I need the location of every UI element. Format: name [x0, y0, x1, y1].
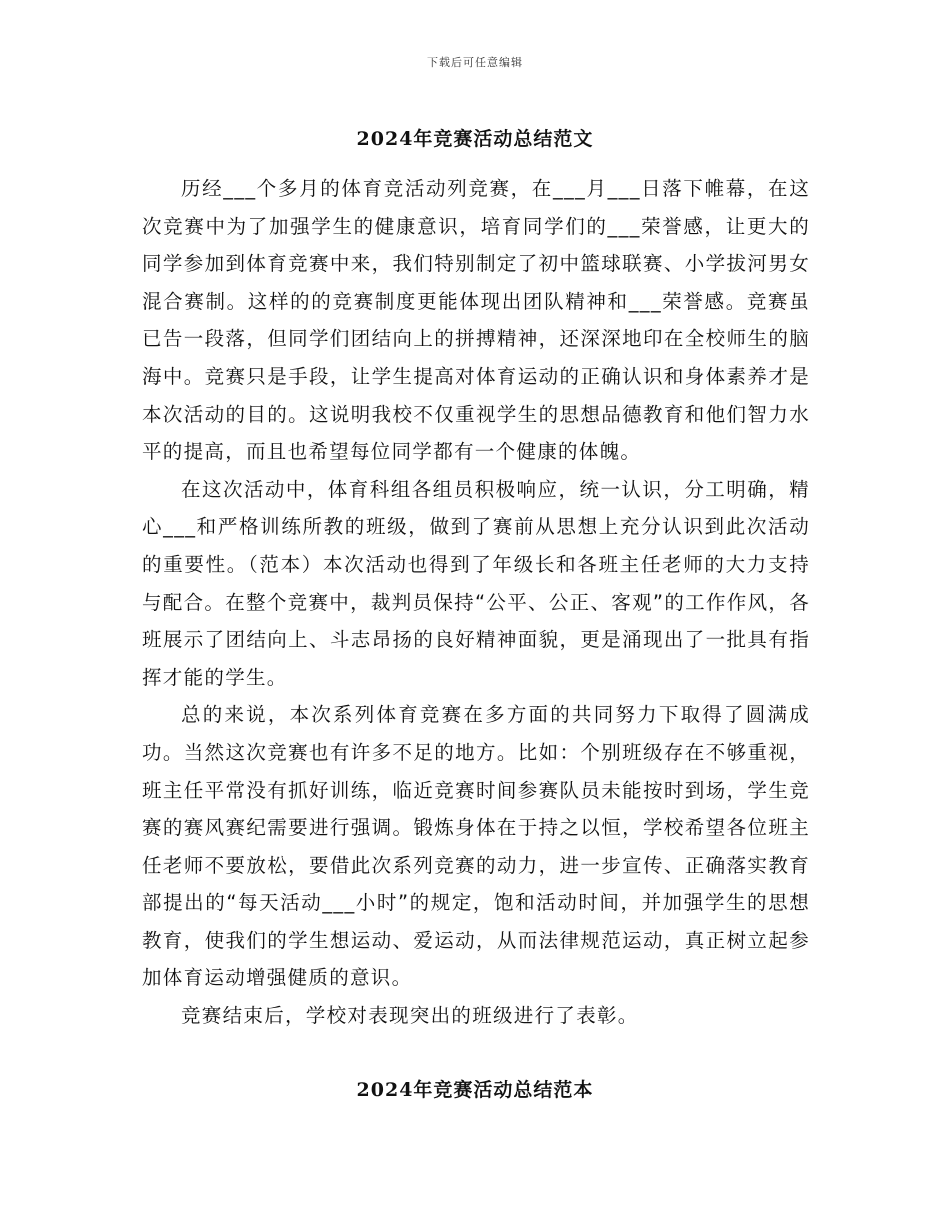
- second-title: 2024年竞赛活动总结范本: [356, 1079, 594, 1101]
- paragraph-2: 在这次活动中，体育科组各组员积极响应，统一认识，分工明确，精心___和严格训练所教的班级，做到了赛前从思想上充分认识到此次活动的重要性。（范本）本次活动也得到了年级长和各班主任老师的大力支持与配合。在整个竞赛中，裁判员保持“公平、公正、客观”的工作作风，各班展示了团结向上、斗志昂扬的良好精神面貌，更是涌现出了一批具有指挥才能的学生。: [142, 477, 810, 689]
- paragraph-3: 总的来说，本次系列体育竞赛在多方面的共同努力下取得了圆满成功。当然这次竞赛也有许多不足的地方。比如：个别班级存在不够重视，班主任平常没有抓好训练，临近竞赛时间参赛队员未能按时到场，学生竞赛的赛风赛纪需要进行强调。锻炼身体在于持之以恒，学校希望各位班主任老师不要放松，要借此次系列竞赛的动力，进一步宣传、正确落实教育部提出的“每天活动___小时”的规定，饱和活动时间，并加强学生的思想教育，使我们的学生想运动、爱运动，从而法律规范运动，真正树立起参加体育运动增强健质的意识。: [142, 703, 810, 990]
- document-title: 2024年竞赛活动总结范文: [356, 128, 594, 150]
- paragraph-4: 竞赛结束后，学校对表现突出的班级进行了表彰。: [181, 1004, 639, 1028]
- document-body: [142, 170, 810, 1035]
- header-note: 下载后可任意编辑: [427, 56, 523, 69]
- paragraph-1: 历经___个多月的体育竞活动列竞赛，在___月___日落下帷幕，在这次竞赛中为了加强学生的健康意识，培育同学们的___荣誉感，让更大的同学参加到体育竞赛中来，我们特别制定了初中篮球联赛、小学拔河男女混合赛制。这样的的竞赛制度更能体现出团队精神和___荣誉感。竞赛虽已告一段落，但同学们团结向上的拼搏精神，还深深地印在全校师生的脑海中。竞赛只是手段，让学生提高对体育运动的正确认识和身体素养才是本次活动的目的。这说明我校不仅重视学生的思想品德教育和他们智力水平的提高，而且也希望每位同学都有一个健康的体魄。: [142, 177, 810, 464]
